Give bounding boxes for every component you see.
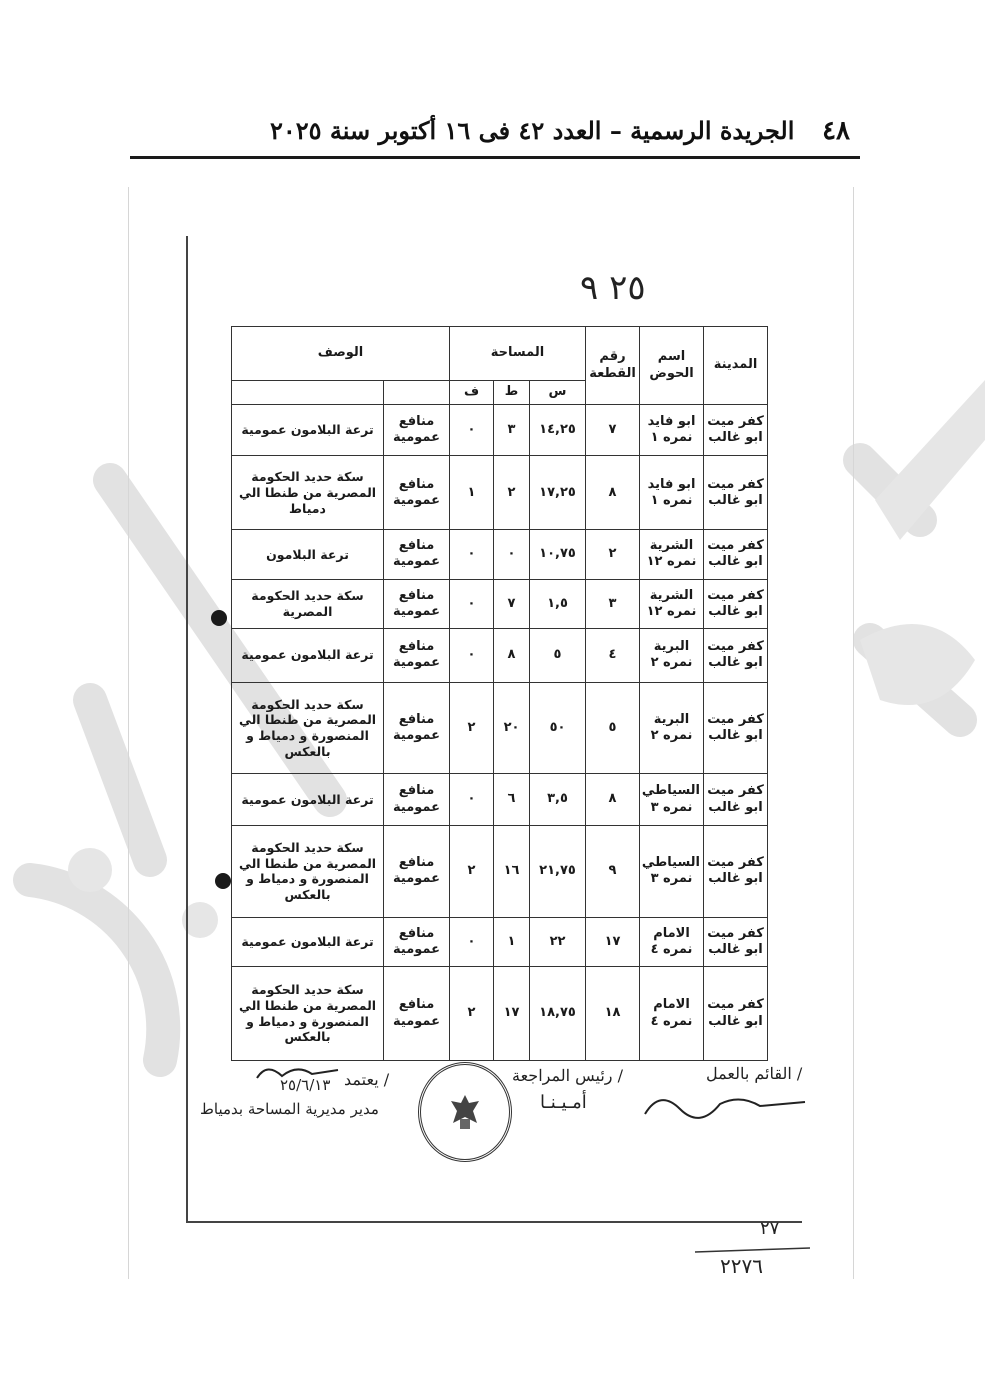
cell-description: سكة حديد الحكومة المصرية من طنطا الي المنصورة و دمياط و بالعكس bbox=[232, 825, 384, 917]
cell-area-feddan: ٠ bbox=[450, 405, 494, 456]
cell-use: منافع عمومية bbox=[384, 405, 450, 456]
cell-area-sahm: ١٨,٧٥ bbox=[530, 967, 586, 1061]
cell-area-sahm: ٢١,٧٥ bbox=[530, 825, 586, 917]
footer-mark-bottom: ٢٢٧٦ bbox=[720, 1254, 763, 1278]
cell-area-feddan: ٠ bbox=[450, 579, 494, 628]
cell-basin: البرية نمره ٢ bbox=[640, 629, 704, 682]
cell-area-qirat: ٠ bbox=[494, 530, 530, 579]
cell-city: كفر ميت ابو غالب bbox=[704, 405, 768, 456]
cell-description: سكة حديد الحكومة المصرية bbox=[232, 579, 384, 628]
cell-area-qirat: ٨ bbox=[494, 629, 530, 682]
table-row bbox=[232, 917, 768, 966]
cell-area-feddan: ٠ bbox=[450, 917, 494, 966]
cell-area-sahm: ٥ bbox=[530, 629, 586, 682]
cell-area-sahm: ٢٢ bbox=[530, 917, 586, 966]
cell-description: سكة حديد الحكومة المصرية من طنطا الي المنصورة و دمياط و بالعكس bbox=[232, 682, 384, 774]
cell-description: ترعة البلامون عمومية bbox=[232, 774, 384, 825]
cell-area-feddan: ٠ bbox=[450, 530, 494, 579]
footer-handwritten-marks bbox=[690, 1218, 820, 1288]
cell-use: منافع عمومية bbox=[384, 825, 450, 917]
cell-plot: ٥ bbox=[586, 682, 640, 774]
cell-basin: البرية نمره ٢ bbox=[640, 682, 704, 774]
gazette-title: الجريدة الرسمية – العدد ٤٢ فى ١٦ أكتوبر سنة ٢٠٢٥ bbox=[270, 116, 795, 145]
table-row bbox=[232, 405, 768, 456]
header-empty-desc bbox=[232, 381, 384, 405]
cell-city: كفر ميت ابو غالب bbox=[704, 530, 768, 579]
cell-use: منافع عمومية bbox=[384, 629, 450, 682]
cell-use: منافع عمومية bbox=[384, 917, 450, 966]
cell-plot: ٩ bbox=[586, 825, 640, 917]
punch-hole-bottom bbox=[215, 873, 231, 889]
footer-mark-top: ٢٧ bbox=[760, 1218, 780, 1239]
cell-basin: الشرية نمره ١٢ bbox=[640, 579, 704, 628]
approval-label: يعتمد / bbox=[344, 1070, 390, 1089]
cell-basin: السياطي نمره ٣ bbox=[640, 825, 704, 917]
page-header bbox=[130, 108, 860, 159]
cell-area-qirat: ٦ bbox=[494, 774, 530, 825]
cell-plot: ٧ bbox=[586, 405, 640, 456]
eagle-emblem-icon bbox=[449, 1093, 481, 1131]
signature-worker-label: القائم بالعمل / bbox=[706, 1064, 803, 1083]
page-number: ٤٨ bbox=[822, 116, 850, 146]
signature-reviewer-label: رئيس المراجعة / bbox=[512, 1066, 624, 1085]
header-area: المساحة bbox=[450, 327, 586, 381]
cell-description: ترعة البلامون bbox=[232, 530, 384, 579]
cell-area-feddan: ٠ bbox=[450, 629, 494, 682]
cell-area-feddan: ٢ bbox=[450, 682, 494, 774]
cell-use: منافع عمومية bbox=[384, 967, 450, 1061]
official-seal bbox=[418, 1062, 512, 1162]
cell-area-sahm: ٣,٥ bbox=[530, 774, 586, 825]
cell-basin: الشرية نمره ١٢ bbox=[640, 530, 704, 579]
cell-area-qirat: ٢ bbox=[494, 456, 530, 530]
cell-city: كفر ميت ابو غالب bbox=[704, 774, 768, 825]
cell-city: كفر ميت ابو غالب bbox=[704, 967, 768, 1061]
cell-area-qirat: ٣ bbox=[494, 405, 530, 456]
cell-plot: ٨ bbox=[586, 774, 640, 825]
table-row bbox=[232, 530, 768, 579]
punch-hole-top bbox=[211, 610, 227, 626]
cell-description: سكة حديد الحكومة المصرية من طنطا الي المنصورة و دمياط و بالعكس bbox=[232, 967, 384, 1061]
cell-description: ترعة البلامون عمومية bbox=[232, 917, 384, 966]
cell-area-feddan: ١ bbox=[450, 456, 494, 530]
cell-area-sahm: ١,٥ bbox=[530, 579, 586, 628]
cell-area-sahm: ١٧,٢٥ bbox=[530, 456, 586, 530]
cell-basin: ابو فايد نمره ١ bbox=[640, 405, 704, 456]
header-unit-feddan: ف bbox=[450, 381, 494, 405]
header-city: المدينة bbox=[704, 327, 768, 405]
cell-use: منافع عمومية bbox=[384, 456, 450, 530]
cell-city: كفر ميت ابو غالب bbox=[704, 917, 768, 966]
header-empty-use bbox=[384, 381, 450, 405]
cell-plot: ٤ bbox=[586, 629, 640, 682]
header-unit-qirat: ط bbox=[494, 381, 530, 405]
cell-area-qirat: ١٦ bbox=[494, 825, 530, 917]
approval-date: ٢٥/٦/١٣ bbox=[280, 1076, 331, 1094]
cell-area-feddan: ٠ bbox=[450, 774, 494, 825]
cell-area-feddan: ٢ bbox=[450, 967, 494, 1061]
table-row bbox=[232, 456, 768, 530]
signature-worker bbox=[640, 1084, 810, 1124]
table-row bbox=[232, 682, 768, 774]
cell-plot: ١٨ bbox=[586, 967, 640, 1061]
cell-area-qirat: ١ bbox=[494, 917, 530, 966]
cell-description: ترعة البلامون عمومية bbox=[232, 405, 384, 456]
cell-basin: السياطي نمره ٣ bbox=[640, 774, 704, 825]
signature-reviewer-sign: أمـيـنـا bbox=[540, 1092, 587, 1113]
cell-city: كفر ميت ابو غالب bbox=[704, 456, 768, 530]
cell-city: كفر ميت ابو غالب bbox=[704, 579, 768, 628]
header-basin: اسم الحوض bbox=[640, 327, 704, 405]
cell-area-sahm: ١٤,٢٥ bbox=[530, 405, 586, 456]
table-row bbox=[232, 967, 768, 1061]
cell-use: منافع عمومية bbox=[384, 530, 450, 579]
table-row bbox=[232, 579, 768, 628]
cell-area-feddan: ٢ bbox=[450, 825, 494, 917]
cell-area-qirat: ١٧ bbox=[494, 967, 530, 1061]
cell-basin: الامام نمره ٤ bbox=[640, 917, 704, 966]
header-unit-sahm: س bbox=[530, 381, 586, 405]
cell-use: منافع عمومية bbox=[384, 774, 450, 825]
cell-area-qirat: ٧ bbox=[494, 579, 530, 628]
cell-use: منافع عمومية bbox=[384, 682, 450, 774]
header-description: الوصف bbox=[232, 327, 450, 381]
cell-use: منافع عمومية bbox=[384, 579, 450, 628]
table-row bbox=[232, 774, 768, 825]
land-plots-table bbox=[231, 326, 768, 1061]
cell-city: كفر ميت ابو غالب bbox=[704, 825, 768, 917]
cell-basin: الامام نمره ٤ bbox=[640, 967, 704, 1061]
cell-basin: ابو فايد نمره ١ bbox=[640, 456, 704, 530]
cell-city: كفر ميت ابو غالب bbox=[704, 629, 768, 682]
table-row bbox=[232, 629, 768, 682]
cell-plot: ١٧ bbox=[586, 917, 640, 966]
header-plot: رقم القطعة bbox=[586, 327, 640, 405]
director-title: مدير مديرية المساحة بدمياط bbox=[200, 1100, 379, 1118]
cell-plot: ٣ bbox=[586, 579, 640, 628]
cell-city: كفر ميت ابو غالب bbox=[704, 682, 768, 774]
cell-area-sahm: ١٠,٧٥ bbox=[530, 530, 586, 579]
cell-area-qirat: ٢٠ bbox=[494, 682, 530, 774]
cell-plot: ٨ bbox=[586, 456, 640, 530]
cell-description: سكة حديد الحكومة المصرية من طنطا الي دمياط bbox=[232, 456, 384, 530]
signature-approval bbox=[252, 1060, 342, 1084]
cell-plot: ٢ bbox=[586, 530, 640, 579]
handwritten-number: ٢٥ ٩ bbox=[580, 268, 646, 308]
table-row bbox=[232, 825, 768, 917]
cell-area-sahm: ٥٠ bbox=[530, 682, 586, 774]
cell-description: ترعة البلامون عمومية bbox=[232, 629, 384, 682]
